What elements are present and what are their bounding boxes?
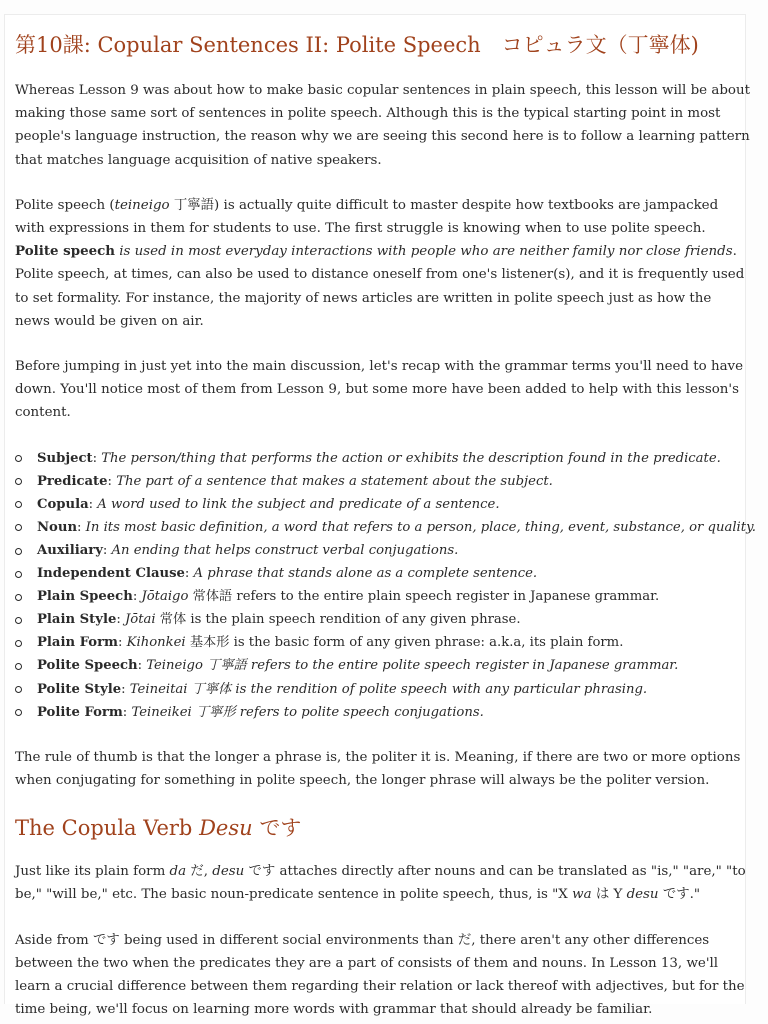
term-list-item: [15, 701, 745, 724]
bullet-icon: [15, 548, 22, 555]
term-romaji: Teineigo: [146, 658, 203, 674]
term-name: Polite Form: [37, 704, 123, 720]
bullet-icon: [15, 663, 22, 670]
term-separator: :: [88, 496, 98, 512]
term-romaji: Teineitai: [129, 681, 188, 697]
term-definition: In its most basic definition, a word that refers to a person, place, thing, event, substance, or quality.: [85, 519, 756, 535]
term-list-item: [15, 678, 745, 701]
bullet-icon: [15, 594, 22, 601]
term-name: Noun: [37, 519, 78, 535]
term-definition: A phrase that stands alone as a complete sentence.: [193, 566, 538, 582]
term-definition: A word used to link the subject and predicate of a sentence.: [97, 496, 500, 512]
term-definition: 丁寧形 refers to polite speech conjugations.: [191, 704, 484, 720]
term-separator: :: [116, 612, 125, 628]
term-wa: wa: [572, 887, 592, 903]
section2-paragraph-2: Aside from です being used in different social environments than だ, there aren't any other differences between the two when the predicates they are a part of consists of them and nouns. In Lesson 13, we'll learn a crucial difference between them regarding their relation or lack thereof with adjectives, but for the time being, we'll focus on learning more words with grammar that should already be familiar.: [15, 932, 745, 1018]
intro-paragraph-3: Before jumping in just yet into the main discussion, let's recap with the grammar terms you'll need to have down. You'll notice most of them from Lesson 9, but some more have been added to help with this lesson's content.: [15, 359, 744, 421]
term-da: da: [169, 864, 187, 880]
term-separator: :: [137, 658, 147, 674]
term-desu: desu: [626, 887, 659, 903]
term-name: Copula: [37, 496, 89, 512]
bullet-icon: [15, 617, 22, 624]
bullet-icon: [15, 501, 22, 508]
term-name: Polite Style: [37, 681, 122, 697]
rule-paragraph: The rule of thumb is that the longer a phrase is, the politer it is. Meaning, if there are two or more options when conjugating for something in polite speech, the longer phrase will always be the politer version.: [15, 749, 741, 788]
term-definition: 常体 is the plain speech rendition of any given phrase.: [155, 612, 521, 628]
term-definition: The person/thing that performs the action or exhibits the description found in the predicate.: [101, 450, 721, 466]
bullet-icon: [15, 640, 22, 647]
term-romaji: Kihonkei: [126, 635, 186, 651]
document-page: [4, 14, 756, 1018]
term-romaji: Jōtai: [124, 612, 156, 628]
term-name: Independent Clause: [37, 566, 185, 582]
page-title: 第10課: Copular Sentences II: Polite Speech コピュラ文（丁寧体): [15, 33, 699, 57]
term-separator: :: [121, 681, 130, 697]
term-list-item: [15, 562, 745, 585]
intro-paragraph-1: Whereas Lesson 9 was about how to make basic copular sentences in plain speech, this lesson will be about making those same sort of sentences in polite speech. Although this is the typical starting point in most people's language instruction, the reason why we are seeing this second here is to follow a learning pattern that matches language acquisition of native speakers.: [15, 83, 750, 168]
term-definition: 丁寧体 is the rendition of polite speech with any particular phrasing.: [187, 681, 648, 697]
text: Polite speech (: [15, 197, 115, 213]
term-separator: :: [132, 589, 142, 605]
term-definition: 基本形 is the basic form of any given phrase: a.k.a, its plain form.: [185, 635, 624, 651]
term-separator: :: [92, 450, 102, 466]
bold-polite-speech: Polite speech: [15, 243, 116, 260]
text: です.": [658, 887, 701, 903]
term-list-item: [15, 654, 745, 677]
text: 丁寧語) is actually quite difficult to master despite how textbooks are jampacked with expressions in them for students to use. The first struggle is knowing when to use polite speech.: [15, 197, 719, 237]
term-separator: :: [118, 635, 127, 651]
term-list-item: [15, 631, 745, 654]
term-separator: :: [102, 543, 112, 559]
term-list-item: [15, 470, 745, 493]
section-heading-copula-desu: [15, 814, 745, 842]
bullet-icon: [15, 709, 22, 716]
term-name: Auxiliary: [37, 543, 103, 559]
text: だ,: [186, 864, 213, 880]
term-list-item: [15, 447, 745, 470]
term-separator: :: [77, 519, 86, 535]
text: Just like its plain form: [15, 864, 170, 880]
term-name: Predicate: [37, 473, 108, 489]
term-definition: 丁寧語 refers to the entire polite speech register in Japanese grammar.: [202, 658, 679, 674]
term-name: Plain Form: [37, 635, 118, 651]
heading-kana: です: [252, 816, 302, 841]
text: です attaches directly after nouns and can be translated as "is," "are," "to be," "will be," etc. The basic noun-predicate sentence in polite speech, thus, is "X: [15, 864, 746, 903]
heading-term: Desu: [199, 816, 253, 841]
term-definition: 常体語 refers to the entire plain speech register in Japanese grammar.: [188, 589, 660, 605]
italic-definition: is used in most everyday interactions with people who are neither family nor close friends: [115, 244, 733, 260]
text: . Polite speech, at times, can also be used to distance oneself from one's listener(s), and it is frequently used to set formality. For instance, the majority of news articles are written in polite speech just as how the news would be given on air.: [15, 244, 745, 329]
bullet-icon: [15, 478, 22, 485]
text: は Y: [591, 887, 627, 903]
term-romaji: Teineikei: [131, 704, 192, 720]
bullet-icon: [15, 455, 22, 462]
heading-text: The Copula Verb: [15, 816, 200, 841]
term-list-item: [15, 539, 745, 562]
bullet-icon: [15, 571, 22, 578]
term-list-item: [15, 493, 745, 516]
term-romaji: Jōtaigo: [141, 589, 189, 605]
term-list-item: [15, 608, 745, 631]
bullet-icon: [15, 524, 22, 531]
term-separator: :: [122, 704, 132, 720]
intro-paragraph-2: [15, 194, 750, 333]
section2-paragraph-1: [15, 860, 750, 906]
term-teineigo: teineigo: [114, 197, 170, 213]
grammar-terms-list: [15, 447, 756, 724]
term-definition: An ending that helps construct verbal conjugations.: [111, 543, 459, 559]
term-name: Subject: [37, 450, 93, 466]
term-name: Plain Speech: [37, 589, 133, 605]
term-desu: desu: [212, 864, 245, 880]
term-name: Polite Speech: [37, 658, 138, 674]
bullet-icon: [15, 686, 22, 693]
term-separator: :: [184, 566, 194, 582]
term-list-item: [15, 585, 745, 608]
term-definition: The part of a sentence that makes a statement about the subject.: [116, 473, 553, 489]
term-list-item: [15, 516, 756, 539]
term-name: Plain Style: [37, 612, 117, 628]
term-separator: :: [107, 473, 117, 489]
